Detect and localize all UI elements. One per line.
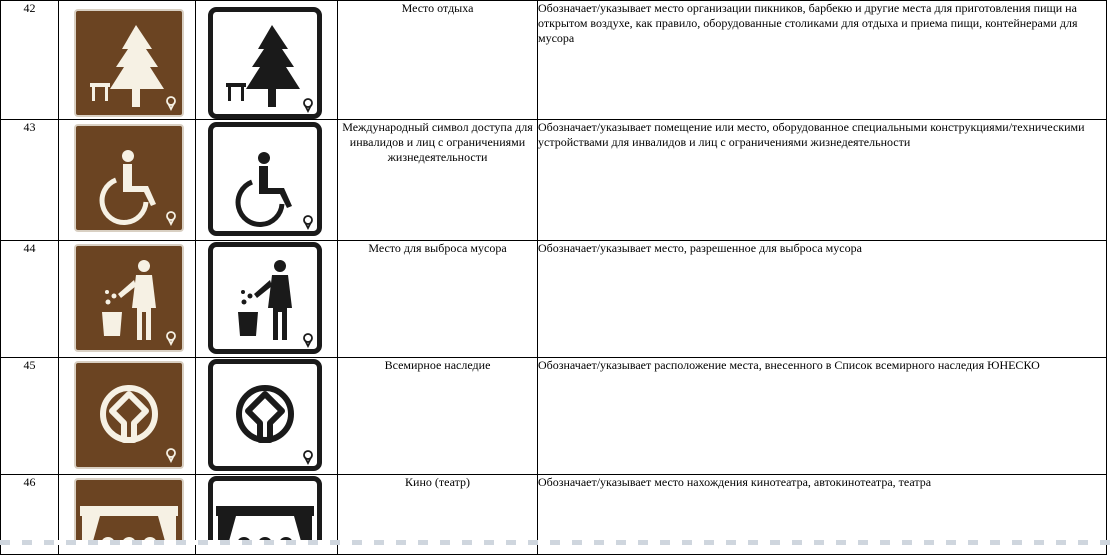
sign-description: Обозначает/указывает место, разрешенное для выброса мусора	[538, 241, 1107, 358]
sign-description: Обозначает/указывает место нахождения кинотеатра, автокинотеатра, театра	[538, 475, 1107, 555]
table-row	[1, 358, 1107, 475]
cinema-theatre-icon	[208, 476, 322, 545]
table-row	[1, 120, 1107, 241]
page-break-dashes	[0, 540, 1112, 545]
cinema-theatre-icon	[74, 478, 184, 545]
wheelchair-icon	[208, 122, 322, 236]
sign-name: Место отдыха	[338, 1, 538, 120]
litter-bin-person-icon	[74, 244, 184, 352]
sign-name: Всемирное наследие	[338, 358, 538, 475]
row-number: 43	[1, 120, 59, 241]
row-number: 42	[1, 1, 59, 120]
litter-bin-person-icon	[208, 242, 322, 354]
table-row	[1, 1, 1107, 120]
world-heritage-icon	[208, 359, 322, 471]
sign-description: Обозначает/указывает расположение места, внесенного в Список всемирного наследия ЮНЕСКО	[538, 358, 1107, 475]
sign-name: Международный символ доступа для инвалидов и лиц с ограничениями жизнедеятельности	[338, 120, 538, 241]
wheelchair-icon	[74, 124, 184, 232]
picnic-tree-bench-icon	[208, 7, 322, 119]
sign-description: Обозначает/указывает помещение или место, оборудованное специальными конструкциями/техническими устройствами для инвалидов и лиц с ограничениями жизнедеятельности	[538, 120, 1107, 241]
world-heritage-icon	[74, 361, 184, 469]
sign-description: Обозначает/указывает место организации пикников, барбекю и другие места для приготовления пищи на открытом воздухе, как правило, оборудованные столиками для отдыха и приема пищи, контейнерами для мусора	[538, 1, 1107, 120]
row-number: 46	[1, 475, 59, 555]
picnic-tree-bench-icon	[74, 9, 184, 117]
row-number: 44	[1, 241, 59, 358]
sign-name: Место для выброса мусора	[338, 241, 538, 358]
sign-name: Кино (театр)	[338, 475, 538, 555]
table-row	[1, 241, 1107, 358]
row-number: 45	[1, 358, 59, 475]
